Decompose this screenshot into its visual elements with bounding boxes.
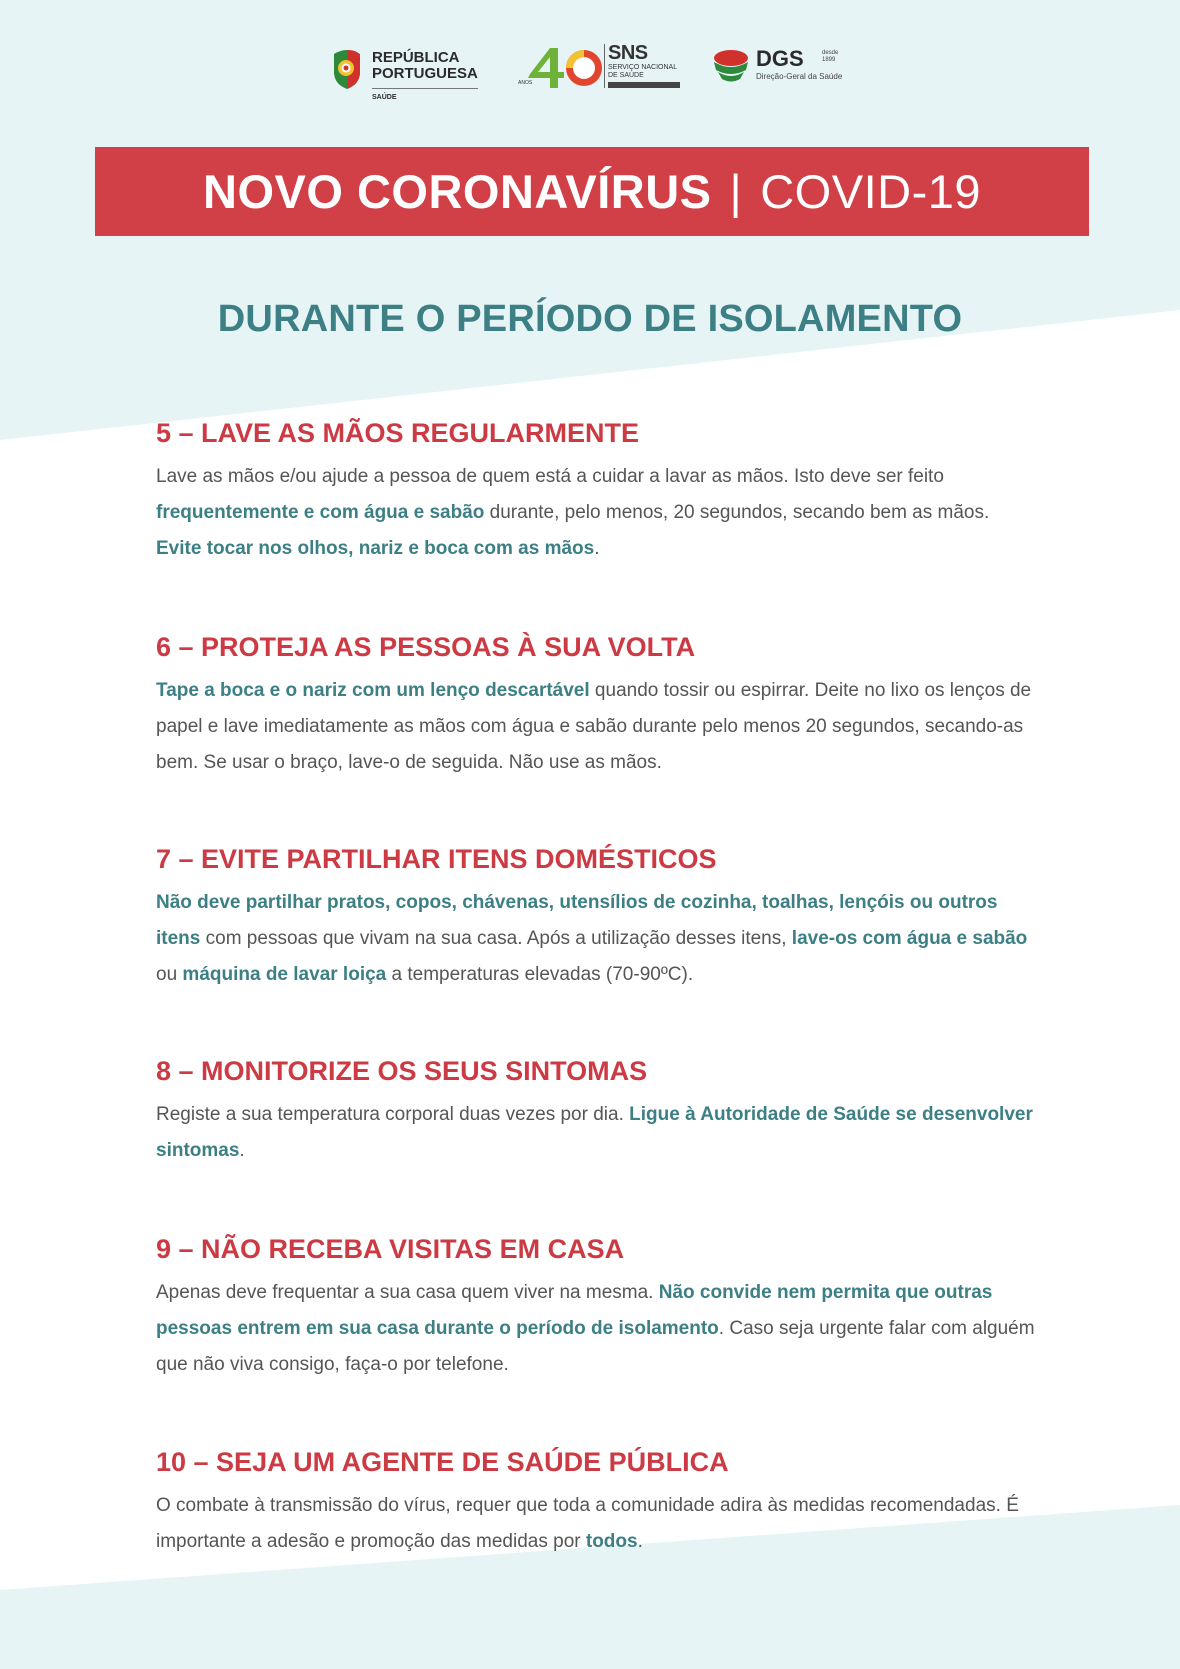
sns-line1: SERVIÇO NACIONAL (608, 64, 678, 71)
portugal-emblem-icon (330, 48, 364, 90)
rp-divider (372, 88, 478, 89)
body-text: a temperaturas elevadas (70-90ºC). (386, 964, 694, 985)
body-text: ou (156, 964, 183, 985)
section-7 (156, 844, 1036, 993)
page-subtitle: DURANTE O PERÍODO DE ISOLAMENTO (217, 298, 963, 340)
dgs-desde (822, 50, 838, 64)
section-6 (156, 632, 1036, 781)
banner-separator: | (729, 165, 743, 218)
header-logos (0, 40, 1180, 110)
sns-40-anos-logo (518, 40, 698, 100)
body-text: . (637, 1531, 643, 1552)
body-text: . Caso seja urgente falar com alguém que não viva consigo, faça-o por telefone. (156, 1318, 1035, 1375)
section-heading: 7 – EVITE PARTILHAR ITENS DOMÉSTICOS (156, 844, 717, 874)
dgs-logo (712, 44, 862, 94)
section-heading: 8 – MONITORIZE OS SEUS SINTOMAS (156, 1056, 648, 1086)
body-text: Apenas deve frequentar a sua casa quem viver na mesma. (156, 1282, 659, 1303)
sns-divider (604, 44, 605, 88)
highlight-text: Tape a boca e o nariz com um lenço descartável (156, 680, 590, 701)
highlight-text: máquina de lavar loiça (182, 964, 387, 985)
section-body (156, 1097, 1036, 1169)
rp-line1: REPÚBLICA (372, 49, 460, 66)
dgs-year: 1899 (822, 57, 836, 63)
body-text: quando tossir ou espirrar. Deite no lixo os lenços de papel e lave imediatamente as mãos com água e sabão durante pelo menos 20 segundos, secando-as bem. Se usar o braço, lave-o de seguida. Não use as mãos. (156, 680, 1032, 773)
body-text: . (239, 1140, 245, 1161)
dgs-desde-label: desde (822, 50, 839, 56)
rp-line2: PORTUGUESA (372, 65, 478, 82)
dgs-subtitle: Direção-Geral da Saúde (756, 72, 843, 81)
body-text: durante, pelo menos, 20 segundos, secando bem as mãos. (484, 502, 990, 523)
body-text: O combate à transmissão do vírus, requer que toda a comunidade adira às medidas recomendadas. É importante a adesão e promoção das medidas por (156, 1495, 1019, 1552)
highlight-text: lave-os com água e sabão (791, 928, 1028, 949)
body-text: Lave as mãos e/ou ajude a pessoa de quem está a cuidar a lavar as mãos. Isto deve ser feito (156, 466, 944, 487)
section-heading: 6 – PROTEJA AS PESSOAS À SUA VOLTA (156, 632, 696, 662)
rp-sub: SAÚDE (372, 94, 397, 101)
republica-portuguesa-logo (330, 44, 490, 104)
sns-subtitle (608, 64, 677, 80)
section-10 (156, 1447, 1036, 1560)
sns-bar (608, 82, 680, 88)
section-body (156, 885, 1036, 993)
banner-title: NOVO CORONAVÍRUS (203, 165, 712, 218)
banner-subtitle: COVID-19 (760, 165, 981, 218)
section-5 (156, 418, 1036, 567)
dgs-mark-icon (712, 46, 750, 84)
section-8 (156, 1056, 1036, 1169)
body-text: Registe a sua temperatura corporal duas vezes por dia. (156, 1104, 630, 1125)
section-body (156, 1488, 1036, 1560)
body-text: . (594, 538, 600, 559)
forty-years-icon (526, 44, 606, 90)
section-heading: 10 – SEJA UM AGENTE DE SAÚDE PÚBLICA (156, 1447, 729, 1477)
highlight-text: Ligue à Autoridade de Saúde se desenvolver sintomas (156, 1104, 1033, 1161)
highlight-text: todos (585, 1531, 638, 1552)
section-body (156, 459, 1036, 567)
section-body (156, 673, 1036, 781)
body-text: com pessoas que vivam na sua casa. Após a utilização desses itens, (200, 928, 792, 949)
section-body (156, 1275, 1036, 1383)
section-heading: 9 – NÃO RECEBA VISITAS EM CASA (156, 1234, 625, 1264)
sns-line2: DE SAÚDE (608, 72, 644, 79)
highlight-text: Não deve partilhar pratos, copos, chávenas, utensílios de cozinha, toalhas, lençóis ou outros itens (156, 892, 998, 949)
anos-label: ANOS (518, 80, 533, 86)
dgs-title: DGS (756, 46, 804, 71)
highlight-text: Evite tocar nos olhos, nariz e boca com as mãos (156, 538, 595, 559)
sns-title: SNS (608, 42, 648, 64)
highlight-text: frequentemente e com água e sabão (156, 502, 485, 523)
title-banner (95, 147, 1089, 236)
section-9 (156, 1234, 1036, 1383)
section-heading: 5 – LAVE AS MÃOS REGULARMENTE (156, 418, 640, 448)
highlight-text: Não convide nem permita que outras pessoas entrem em sua casa durante o período de isolamento (156, 1282, 993, 1339)
